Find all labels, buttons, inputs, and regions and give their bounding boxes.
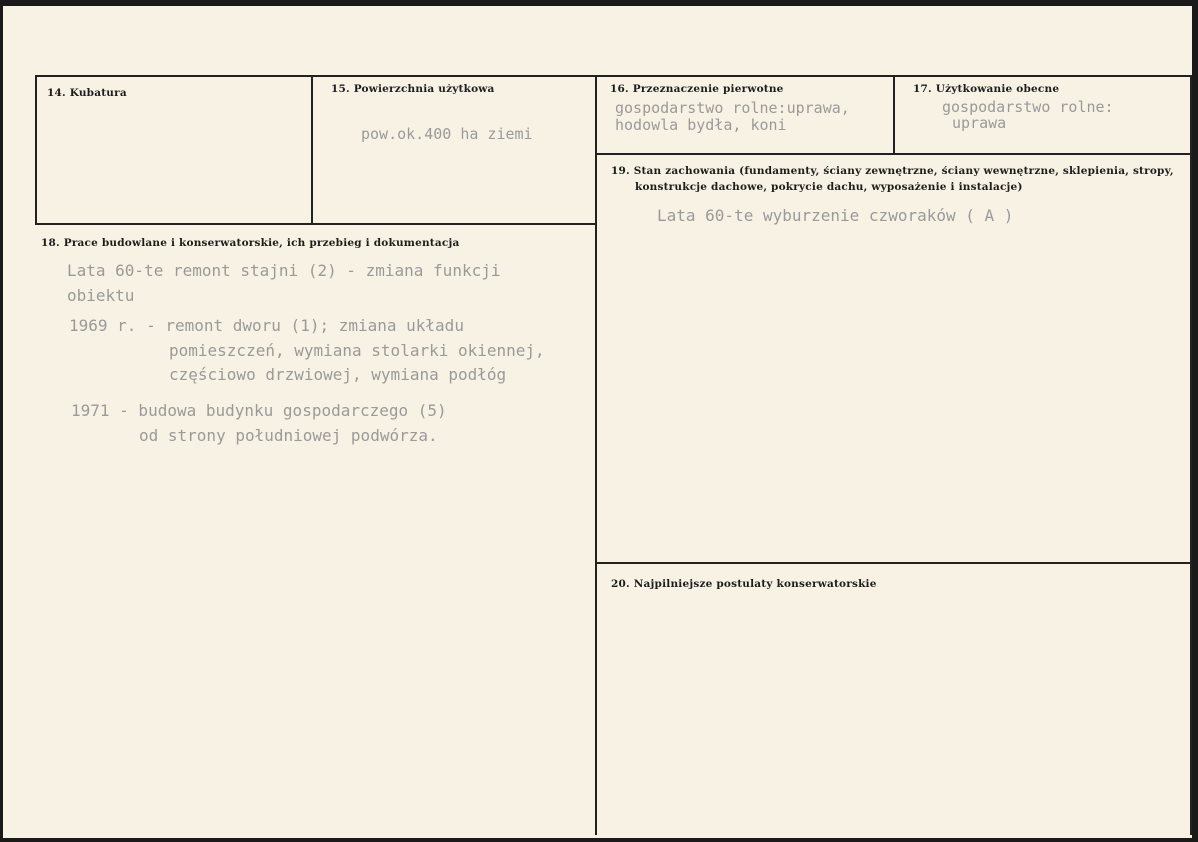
- field-16-line-1: gospodarstwo rolne:uprawa,: [615, 99, 850, 117]
- divider-14-15: [311, 75, 313, 225]
- field-18-line-3: 1969 r. - remont dworu (1); zmiana układu: [69, 316, 464, 335]
- field-18-line-6: 1971 - budowa budynku gospodarczego (5): [71, 401, 447, 420]
- field-19-label-line-1: 19. Stan zachowania (fundamenty, ściany zewnętrzne, ściany wewnętrzne, sklepienia, stropy,: [611, 165, 1174, 177]
- field-17-line-2: uprawa: [952, 114, 1007, 132]
- field-18-label: 18. Prace budowlane i konserwatorskie, ich przebieg i dokumentacja: [41, 237, 460, 249]
- field-15-label: 15. Powierzchnia użytkowa: [331, 83, 495, 95]
- field-18-line-5: częściowo drzwiowej, wymiana podłóg: [169, 365, 507, 384]
- field-14-label: 14. Kubatura: [47, 87, 127, 99]
- divider-16-17: [893, 75, 895, 154]
- field-16-label: 16. Przeznaczenie pierwotne: [610, 83, 784, 95]
- field-17-label: 17. Użytkowanie obecne: [913, 83, 1060, 95]
- left-rule: [35, 75, 37, 225]
- field-18-line-7: od strony południowej podwórza.: [139, 426, 438, 445]
- rule-under-19: [595, 562, 1192, 564]
- top-rule: [35, 75, 1192, 77]
- field-18-line-1: Lata 60-te remont stajni (2) - zmiana funkcji: [67, 261, 501, 280]
- field-16-line-2: hodowla bydła, koni: [615, 116, 787, 134]
- field-19-value: Lata 60-te wyburzenie czworaków ( A ): [657, 206, 1014, 225]
- record-card: [3, 6, 1192, 838]
- divider-15-16: [595, 75, 597, 835]
- field-20-label: 20. Najpilniejsze postulaty konserwatorskie: [611, 578, 877, 590]
- field-15-value: pow.ok.400 ha ziemi: [361, 125, 533, 143]
- field-18-line-2: obiektu: [67, 286, 135, 305]
- right-edge-rule: [1190, 75, 1192, 835]
- rule-under-16-17: [595, 153, 1192, 155]
- field-18-line-4: pomieszczeń, wymiana stolarki okiennej,: [169, 341, 545, 360]
- field-19-label-line-2: konstrukcje dachowe, pokrycie dachu, wyposażenie i instalacje): [635, 181, 1023, 193]
- rule-under-14-15: [35, 223, 597, 225]
- field-17-line-1: gospodarstwo rolne:: [942, 98, 1114, 116]
